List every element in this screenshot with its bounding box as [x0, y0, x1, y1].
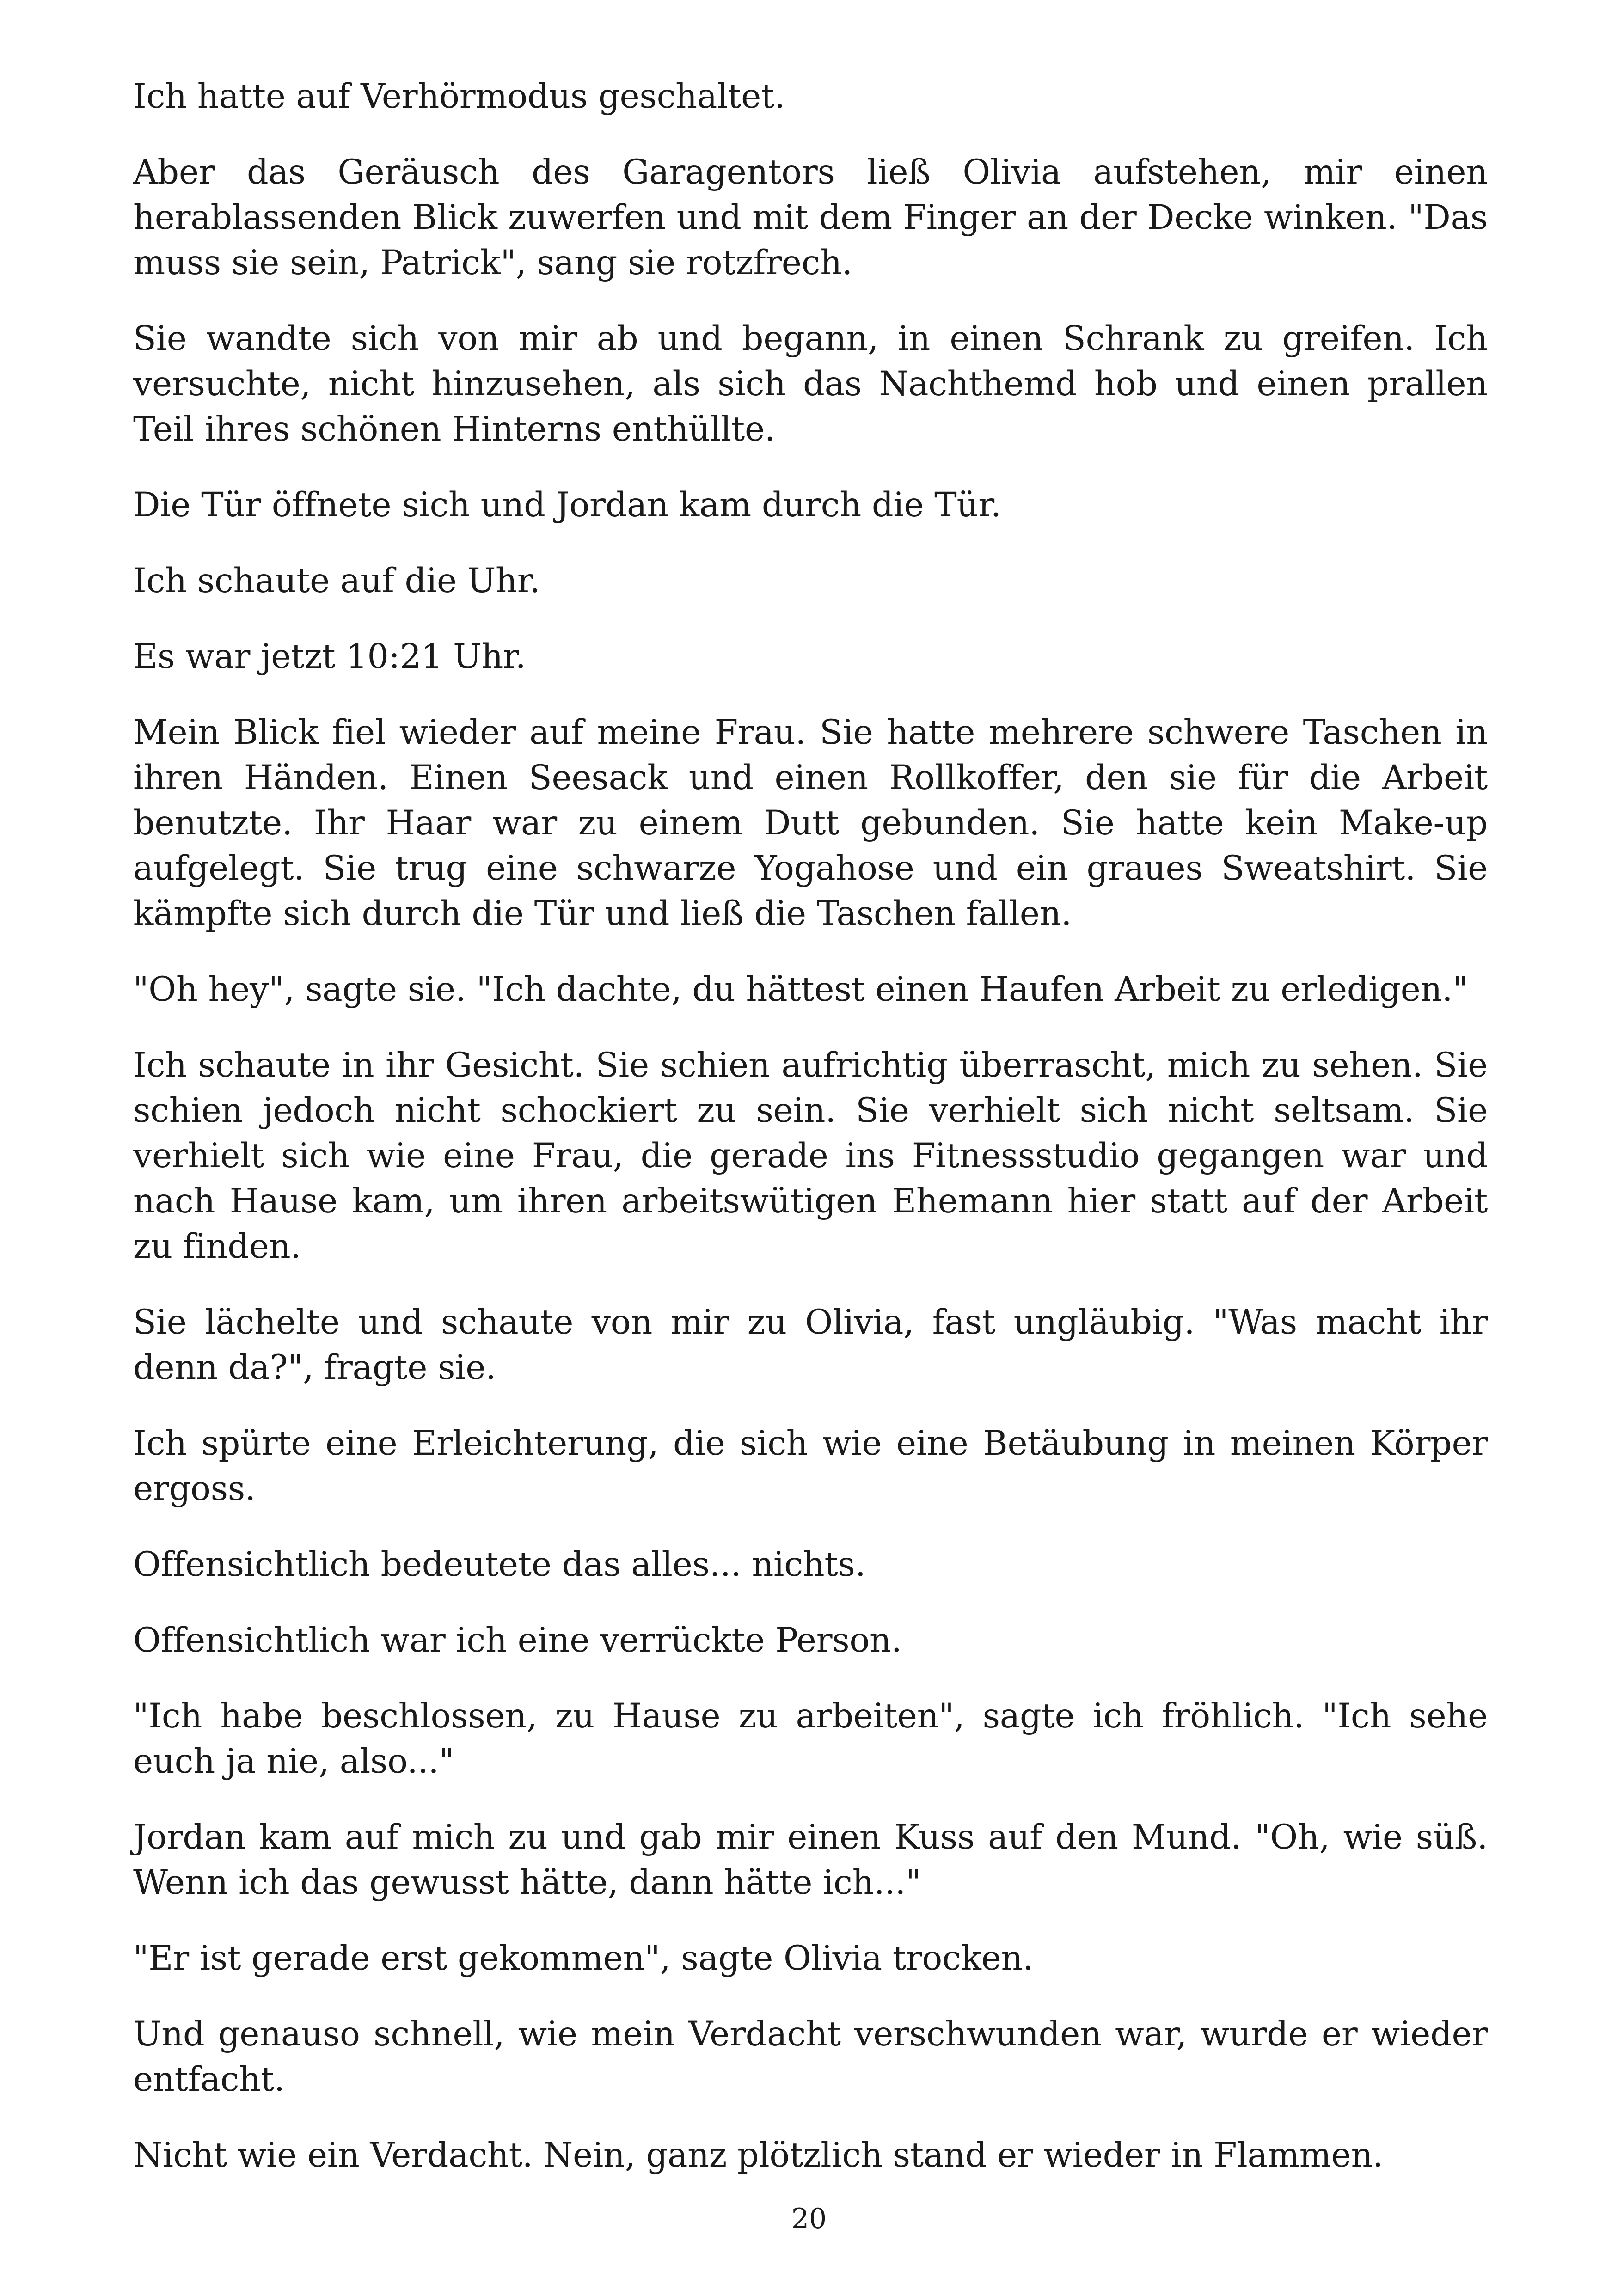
paragraph: Sie lächelte und schaute von mir zu Olivia, fast ungläubig. "Was macht ihr denn da?", fragte sie. [133, 1303, 1488, 1387]
paragraph: Und genauso schnell, wie mein Verdacht verschwunden war, wurde er wieder entfacht. [133, 2014, 1488, 2099]
paragraph: "Ich habe beschlossen, zu Hause zu arbeiten", sagte ich fröhlich. "Ich sehe euch ja nie, also..." [133, 1696, 1488, 1781]
paragraph: Ich hatte auf Verhörmodus geschaltet. [133, 77, 785, 116]
paragraph: "Oh hey", sagte sie. "Ich dachte, du hättest einen Haufen Arbeit zu erledigen." [133, 970, 1468, 1009]
paragraph: Ich spürte eine Erleichterung, die sich wie eine Betäubung in meinen Körper ergoss. [133, 1424, 1488, 1508]
paragraph: Ich schaute auf die Uhr. [133, 561, 540, 600]
paragraph: Offensichtlich bedeutete das alles... nichts. [133, 1545, 866, 1584]
paragraph: Nicht wie ein Verdacht. Nein, ganz plötzlich stand er wieder in Flammen. [133, 2136, 1384, 2175]
paragraph: Die Tür öffnete sich und Jordan kam durch die Tür. [133, 485, 1001, 525]
paragraph: Ich schaute in ihr Gesicht. Sie schien aufrichtig überrascht, mich zu sehen. Sie schien jedoch nicht schockiert zu sein. Sie verhielt sich nicht seltsam. Sie verhielt sich wie eine Frau, die gerade ins Fitnessstudio gegangen war und nach Hause kam, um ihren arbeitswütigen Ehemann hier statt auf der Arbeit zu finden. [133, 1046, 1488, 1266]
paragraph: Jordan kam auf mich zu und gab mir einen Kuss auf den Mund. "Oh, wie süß. Wenn ich das gewusst hätte, dann hätte ich..." [133, 1818, 1488, 1902]
page-number: 20 [791, 2203, 827, 2235]
paragraph: Sie wandte sich von mir ab und begann, in einen Schrank zu greifen. Ich versuchte, nicht hinzusehen, als sich das Nachthemd hob und einen prallen Teil ihres schönen Hinterns enthüllte. [133, 319, 1488, 449]
page-body [133, 74, 1488, 2209]
paragraph: Es war jetzt 10:21 Uhr. [133, 637, 526, 676]
paragraph: "Er ist gerade erst gekommen", sagte Olivia trocken. [133, 1939, 1034, 1978]
paragraph: Aber das Geräusch des Garagentors ließ Olivia aufstehen, mir einen herablassenden Blick zuwerfen und mit dem Finger an der Decke winken. "Das muss sie sein, Patrick", sang sie rotzfrech. [133, 153, 1488, 282]
paragraph: Offensichtlich war ich eine verrückte Person. [133, 1621, 902, 1660]
paragraph: Mein Blick fiel wieder auf meine Frau. Sie hatte mehrere schwere Taschen in ihren Händen. Einen Seesack und einen Rollkoffer, den sie für die Arbeit benutzte. Ihr Haar war zu einem Dutt gebunden. Sie hatte kein Make-up aufgelegt. Sie trug eine schwarze Yogahose und ein graues Sweatshirt. Sie kämpfte sich durch die Tür und ließ die Taschen fallen. [133, 713, 1488, 933]
